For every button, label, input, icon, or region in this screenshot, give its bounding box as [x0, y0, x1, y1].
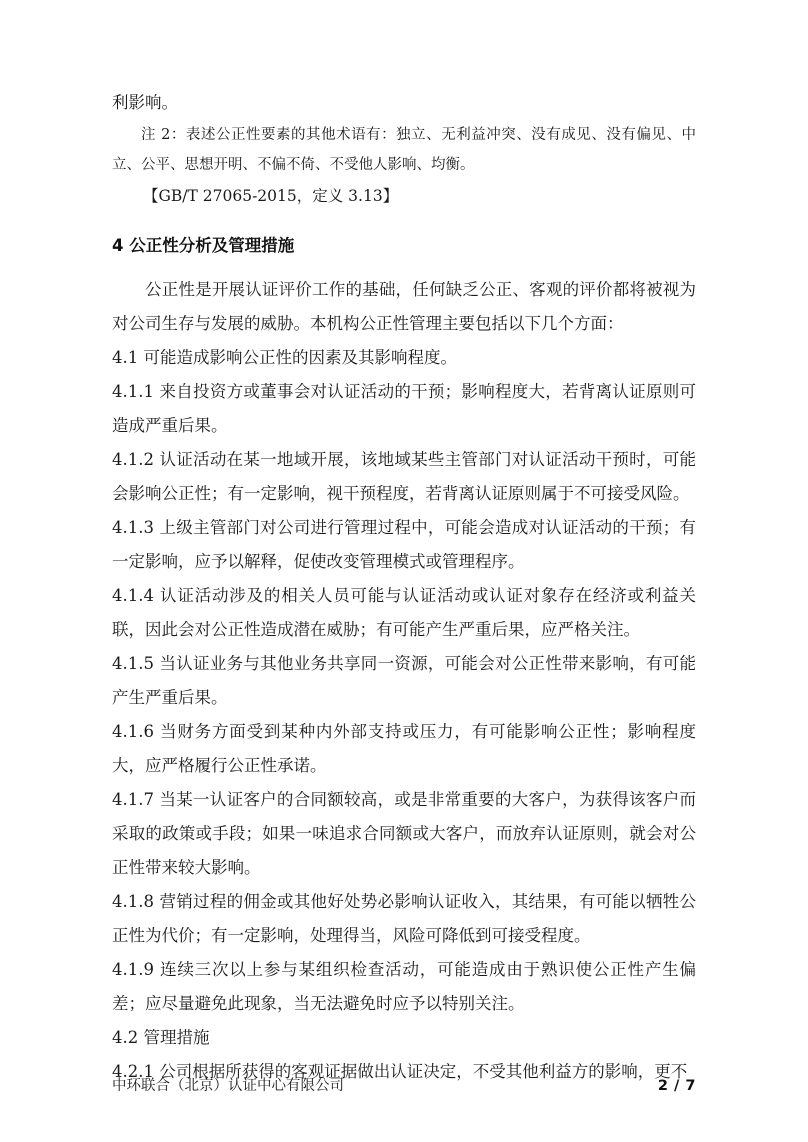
paragraph-line-tail: 利影响。: [112, 93, 178, 112]
spacer: [112, 263, 696, 273]
spacer: [112, 212, 696, 229]
section-4-intro: 公正性是开展认证评价工作的基础，任何缺乏公正、客观的评价都将被视为对公司生存与发展的威胁。本机构公正性管理主要包括以下几个方面：: [112, 280, 696, 333]
clause-4-1-2: 4.1.2 认证活动在某一地域开展，该地域某些主管部门对认证活动干预时，可能会影响公正性；有一定影响，视干预程度，若背离认证原则属于不可接受风险。: [112, 450, 696, 503]
clause-4-1-3: 4.1.3 上级主管部门对公司进行管理过程中，可能会造成对认证活动的干预；有一定影响，应予以解释，促使改变管理模式或管理程序。: [112, 518, 696, 571]
clause-4-1-1: 4.1.1 来自投资方或董事会对认证活动的干预；影响程度大，若背离认证原则可造成严重后果。: [112, 382, 696, 435]
clause-4-2: 4.2 管理措施: [112, 1028, 210, 1047]
footer-page-number: 2 / 7: [657, 1078, 696, 1094]
note-2: 注 2：表述公正性要素的其他术语有：独立、无利益冲突、没有成见、没有偏见、中立、公平、思想开明、不偏不倚、不受他人影响、均衡。: [112, 127, 696, 173]
clause-4-1-7: 4.1.7 当某一认证客户的合同额较高，或是非常重要的大客户，为获得该客户而采取的政策或手段；如果一味追求合同额或大客户，而放弃认证原则，就会对公正性带来较大影响。: [112, 790, 696, 877]
page-footer: [112, 1074, 696, 1095]
clause-4-1: 4.1 可能造成影响公正性的因素及其影响程度。: [112, 348, 457, 367]
footer-company-name: 中环联合（北京）认证中心有限公司: [112, 1078, 344, 1094]
clause-4-1-9: 4.1.9 连续三次以上参与某组织检查活动，可能造成由于熟识使公正性产生偏差；应尽量避免此现象，当无法避免时应予以特别关注。: [112, 960, 696, 1013]
clause-4-1-4: 4.1.4 认证活动涉及的相关人员可能与认证活动或认证对象存在经济或利益关联，因此会对公正性造成潜在威胁；有可能产生严重后果，应严格关注。: [112, 586, 696, 639]
standard-reference: 【GB/T 27065-2015，定义 3.13】: [143, 187, 399, 205]
clause-4-1-5: 4.1.5 当认证业务与其他业务共享同一资源，可能会对公正性带来影响，有可能产生严重后果。: [112, 654, 696, 707]
clause-4-1-8: 4.1.8 营销过程的佣金或其他好处势必影响认证收入，其结果，有可能以牺牲公正性为代价；有一定影响，处理得当，风险可降低到可接受程度。: [112, 892, 696, 945]
page-content: [112, 86, 696, 1089]
section-heading-4: 4 公正性分析及管理措施: [112, 236, 295, 255]
clause-4-1-6: 4.1.6 当财务方面受到某种内外部支持或压力，有可能影响公正性；影响程度大，应严格履行公正性承诺。: [112, 722, 696, 775]
clause-4-2-1: 4.2.1 公司根据所获得的客观证据做出认证决定，不受其他利益方的影响，更不: [112, 1062, 688, 1081]
